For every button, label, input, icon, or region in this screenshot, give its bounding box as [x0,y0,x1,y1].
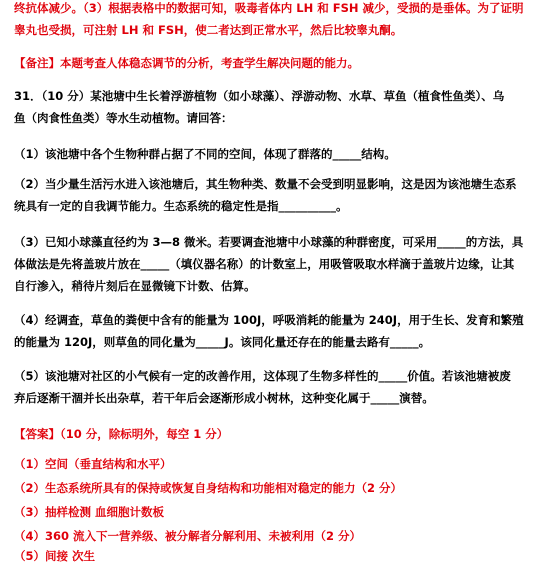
answer-part-1: （1）空间（垂直结构和水平） [14,457,172,471]
question-part-2-line-2: 统具有一定的自我调节能力。生态系统的稳定性是指__________。 [14,199,348,213]
question-intro-1: 31．（10 分）某池塘中生长着浮游植物（如小球藻）、浮游动物、水草、草鱼（植食性鱼类）、乌 [14,89,505,103]
question-part-2-line-1: （2）当少量生活污水进入该池塘后，其生物种类、数量不会受到明显影响，这是因为该池塘生态系 [14,177,517,191]
question-part-1: （1）该池塘中各个生物种群占据了不同的空间，体现了群落的_____结构。 [14,147,396,161]
answer-header [14,426,540,442]
note-tag: 【备注】 [14,56,60,70]
answer-part-3: （3）抽样检测 血细胞计数板 [14,505,165,519]
question-part-4-line-1: （4）经调查，草鱼的粪便中含有的能量为 100J，呼吸消耗的能量为 240J，用于生长、发育和繁殖 [14,313,524,327]
question-part-4-line-2: 的能量为 120J，则草鱼的同化量为_____J。该同化量还存在的能量去路有_____。 [14,335,431,349]
answer-part-2: （2）生态系统所具有的保持或恢复自身结构和功能相对稳定的能力（2 分） [14,481,403,495]
question-part-3-line-2: 体做法是先将盖玻片放在_____（填仪器名称）的计数室上，用吸管吸取水样滴于盖玻片边缘，让其 [14,257,515,271]
prev-answer-line-1: 终抗体减少。（3）根据表格中的数据可知，吸毒者体内 LH 和 FSH 减少，受损的是垂体。为了证明 [14,1,524,15]
prev-answer-line-2: 睾丸也受损，可注射 LH 和 FSH，使二者达到正常水平，然后比较睾丸酮。 [14,23,403,37]
answer-header-text: （10 分，除标明外，每空 1 分） [60,427,229,441]
answer-tag: 【答案】 [14,427,60,441]
question-part-5-line-1: （5）该池塘对社区的小气候有一定的改善作用，这体现了生物多样性的_____价值。若该池塘被废 [14,369,511,383]
question-part-3-line-3: 自行渗入，稍待片刻后在显微镜下计数、估算。 [14,279,256,293]
note-line [14,55,540,71]
answer-part-4: （4）360 流入下一营养级、被分解者分解利用、未被利用（2 分） [14,529,362,543]
question-intro-2: 鱼（肉食性鱼类）等水生动植物。请回答： [14,111,233,125]
question-part-5-line-2: 弃后逐渐干涸并长出杂草，若干年后会逐渐形成小树林，这种变化属于_____演替。 [14,391,434,405]
note-text: 本题考查人体稳态调节的分析，考查学生解决问题的能力。 [60,56,359,70]
question-part-3-line-1: （3）已知小球藻直径约为 3—8 微米。若要调查池塘中小球藻的种群密度，可采用_____的方法，具 [14,235,524,249]
answer-part-5: （5）间接 次生 [14,549,96,563]
